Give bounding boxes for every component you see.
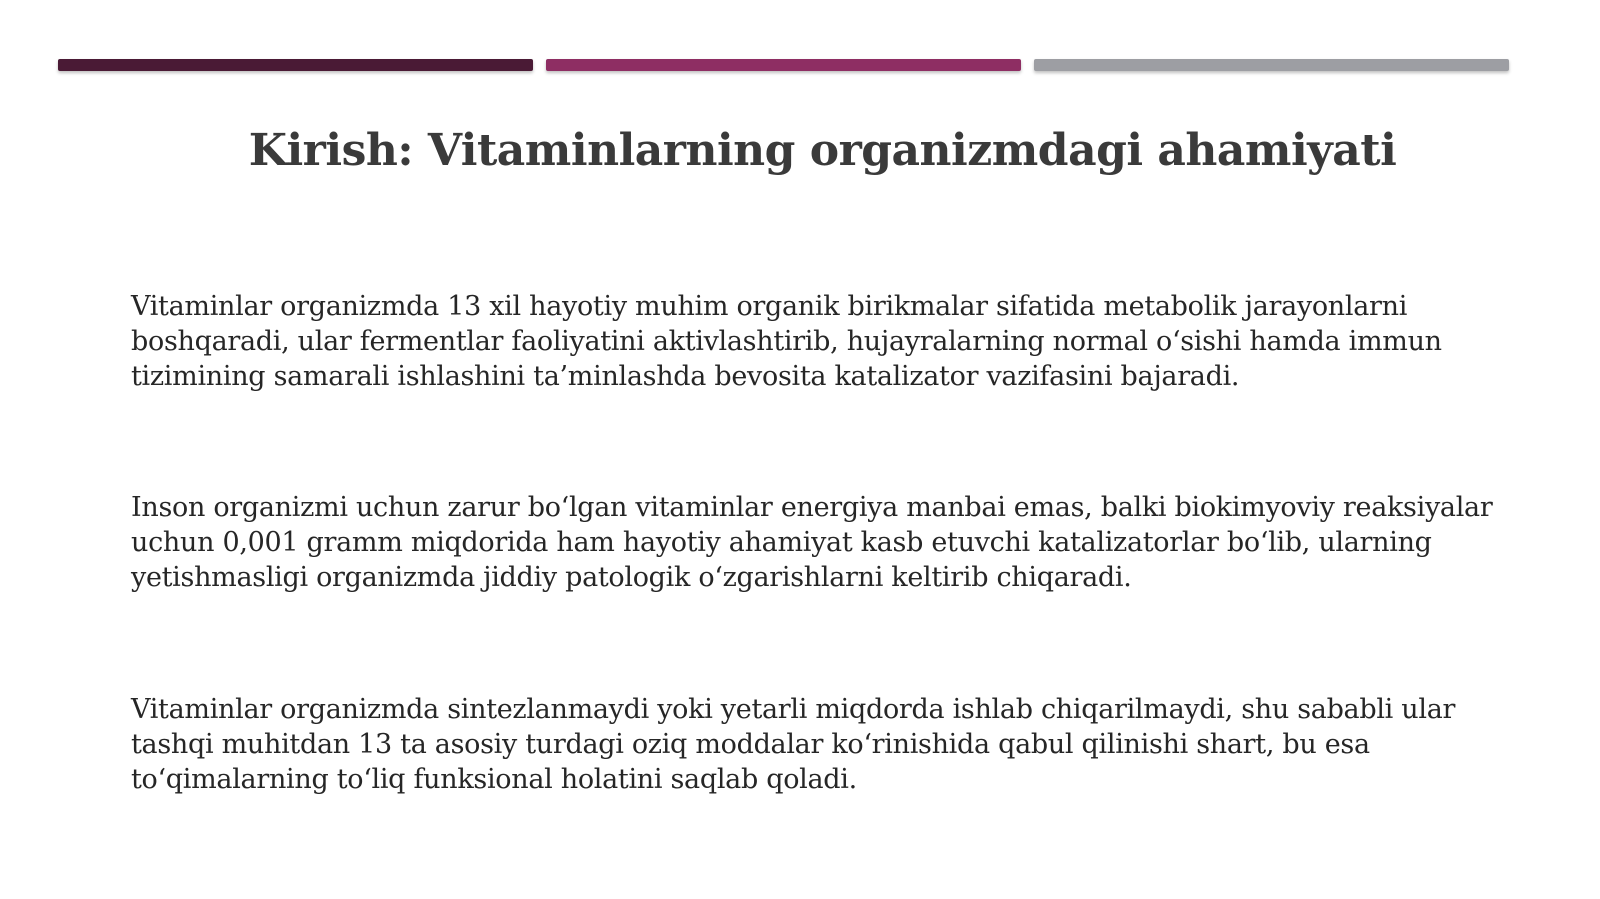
body-paragraph-3: Vitaminlar organizmda sintezlanmaydi yoki yetarli miqdorda ishlab chiqarilmaydi, shu sababli ular tashqi muhitdan 13 ta asosiy turdagi oziq moddalar ko‘rinishida qabul qilinishi shart, bu esa to‘qimalarning to‘liq funksional holatini saqlab qoladi. [131,694,1456,795]
accent-bar-magenta [546,59,1021,71]
accent-bar-dark [58,59,533,71]
slide-title: Kirish: Vitaminlarning organizmdagi ahamiyati [248,125,1397,177]
body-paragraph-2: Inson organizmi uchun zarur bo‘lgan vitaminlar energiya manbai emas, balki biokimyoviy reaksiyalar uchun 0,001 gramm miqdorida ham hayotiy ahamiyat kasb etuvchi katalizatorlar bo‘lib, ularning yetishmasligi organizmda jiddiy patologik o‘zgarishlarni keltirib chiqaradi. [131,492,1493,593]
body-paragraph-1: Vitaminlar organizmda 13 xil hayotiy muhim organik birikmalar sifatida metabolik jarayonlarni boshqaradi, ular fermentlar faoliyatini aktivlashtirib, hujayralarning normal o‘sishi hamda immun tizimining samarali ishlashini ta’minlashda bevosita katalizator vazifasini bajaradi. [131,291,1442,392]
accent-bar-gray [1034,59,1509,71]
